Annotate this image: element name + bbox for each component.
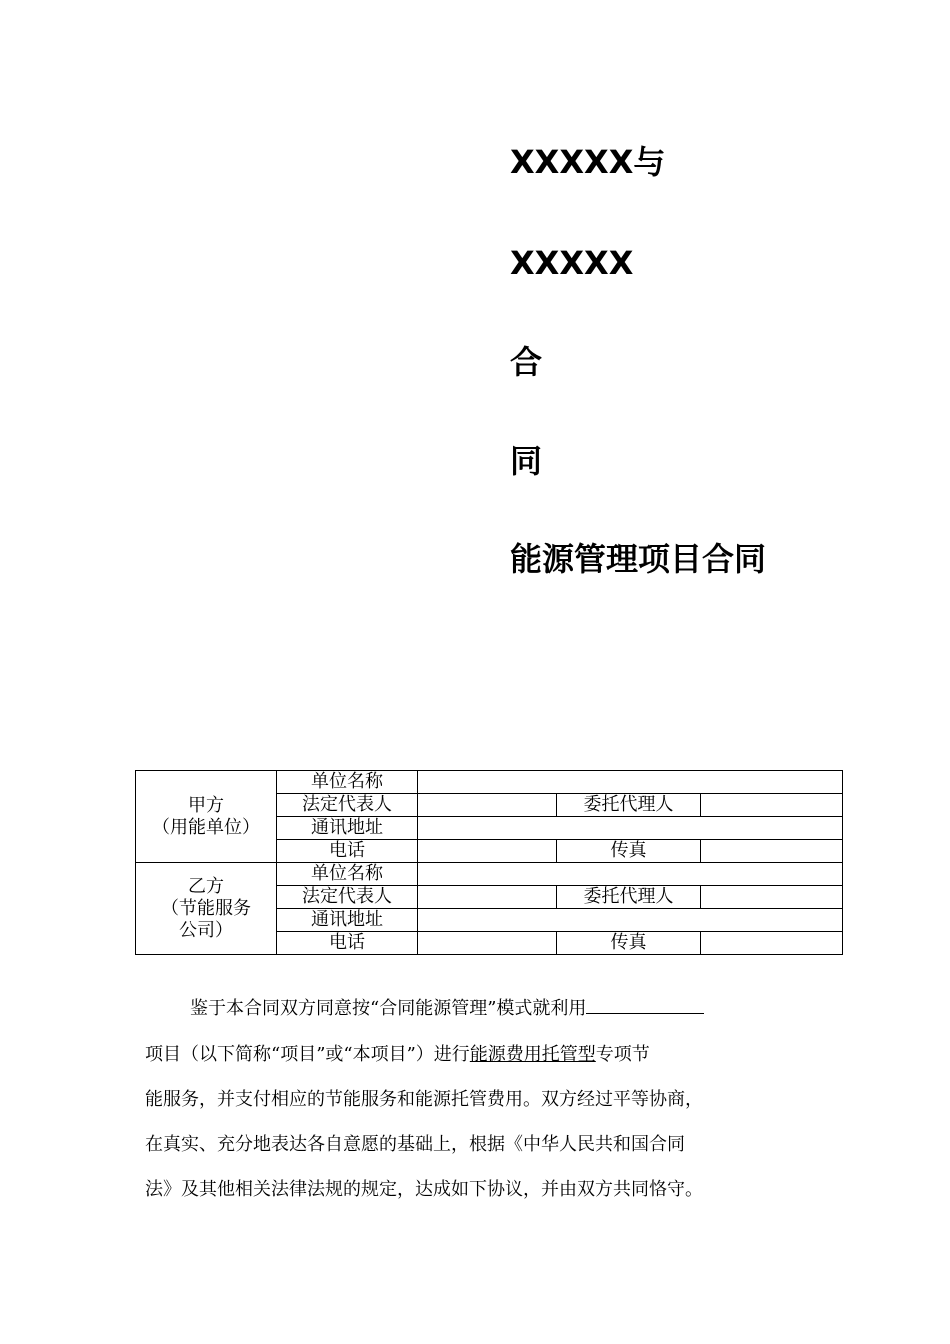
title-line-2: XXXXX [510, 244, 634, 282]
party-b-label [136, 863, 277, 955]
party-b-phone-label: 电话 [277, 932, 418, 955]
party-a-agent-label: 委托代理人 [557, 794, 701, 817]
party-a-company-name-field[interactable] [418, 771, 843, 794]
table-row [136, 771, 843, 794]
party-b-address-label: 通讯地址 [277, 909, 418, 932]
service-type-underlined: 能源费用托管型 [469, 1044, 596, 1065]
table-row [136, 863, 843, 886]
party-a-legal-rep-field[interactable] [418, 794, 557, 817]
party-a-label-line2: （用能单位） [152, 816, 260, 838]
party-b-label-line3: 公司） [179, 919, 233, 941]
party-b-agent-field[interactable] [701, 886, 843, 909]
preamble-line-1-text: 鉴于本合同双方同意按“合同能源管理”模式就利用 [190, 998, 587, 1019]
title-line-5: 能源管理项目合同 [510, 540, 767, 578]
party-b-fax-label: 传真 [557, 932, 701, 955]
party-a-agent-field[interactable] [701, 794, 843, 817]
party-a-fax-field[interactable] [701, 840, 843, 863]
preamble-line-2-suffix: 专项节 [595, 1044, 650, 1065]
title-line-1: XXXXX与 [510, 143, 666, 181]
party-b-agent-label: 委托代理人 [557, 886, 701, 909]
party-b-company-name-label: 单位名称 [277, 863, 418, 886]
preamble-line-2-prefix: 项目（以下简称“项目”或“本项目”）进行 [145, 1044, 470, 1065]
party-b-address-field[interactable] [418, 909, 843, 932]
party-b-label-line1: 乙方 [188, 875, 224, 897]
party-b-legal-rep-label: 法定代表人 [277, 886, 418, 909]
party-a-legal-rep-label: 法定代表人 [277, 794, 418, 817]
party-b-fax-field[interactable] [701, 932, 843, 955]
party-a-phone-label: 电话 [277, 840, 418, 863]
party-a-label-line1: 甲方 [188, 794, 224, 816]
party-b-company-name-field[interactable] [418, 863, 843, 886]
party-b-phone-field[interactable] [418, 932, 557, 955]
parties-table [135, 770, 843, 955]
title-line-4: 同 [510, 442, 543, 480]
project-name-blank[interactable] [586, 993, 704, 1014]
preamble-line-5: 法》及其他相关法律法规的规定，达成如下协议，并由双方共同恪守。 [145, 1179, 703, 1200]
party-a-phone-field[interactable] [418, 840, 557, 863]
party-a-label [136, 771, 277, 863]
title-line-3: 合 [510, 343, 543, 381]
party-a-fax-label: 传真 [557, 840, 701, 863]
preamble-line-2 [145, 1032, 825, 1078]
party-a-address-field[interactable] [418, 817, 843, 840]
preamble-line-4: 在真实、充分地表达各自意愿的基础上，根据《中华人民共和国合同 [145, 1134, 685, 1155]
preamble-line-3: 能服务，并支付相应的节能服务和能源托管费用。双方经过平等协商， [145, 1089, 703, 1110]
party-a-company-name-label: 单位名称 [277, 771, 418, 794]
party-b-legal-rep-field[interactable] [418, 886, 557, 909]
preamble-line-1 [190, 986, 870, 1032]
party-b-label-line2: （节能服务 [161, 897, 251, 919]
party-a-address-label: 通讯地址 [277, 817, 418, 840]
